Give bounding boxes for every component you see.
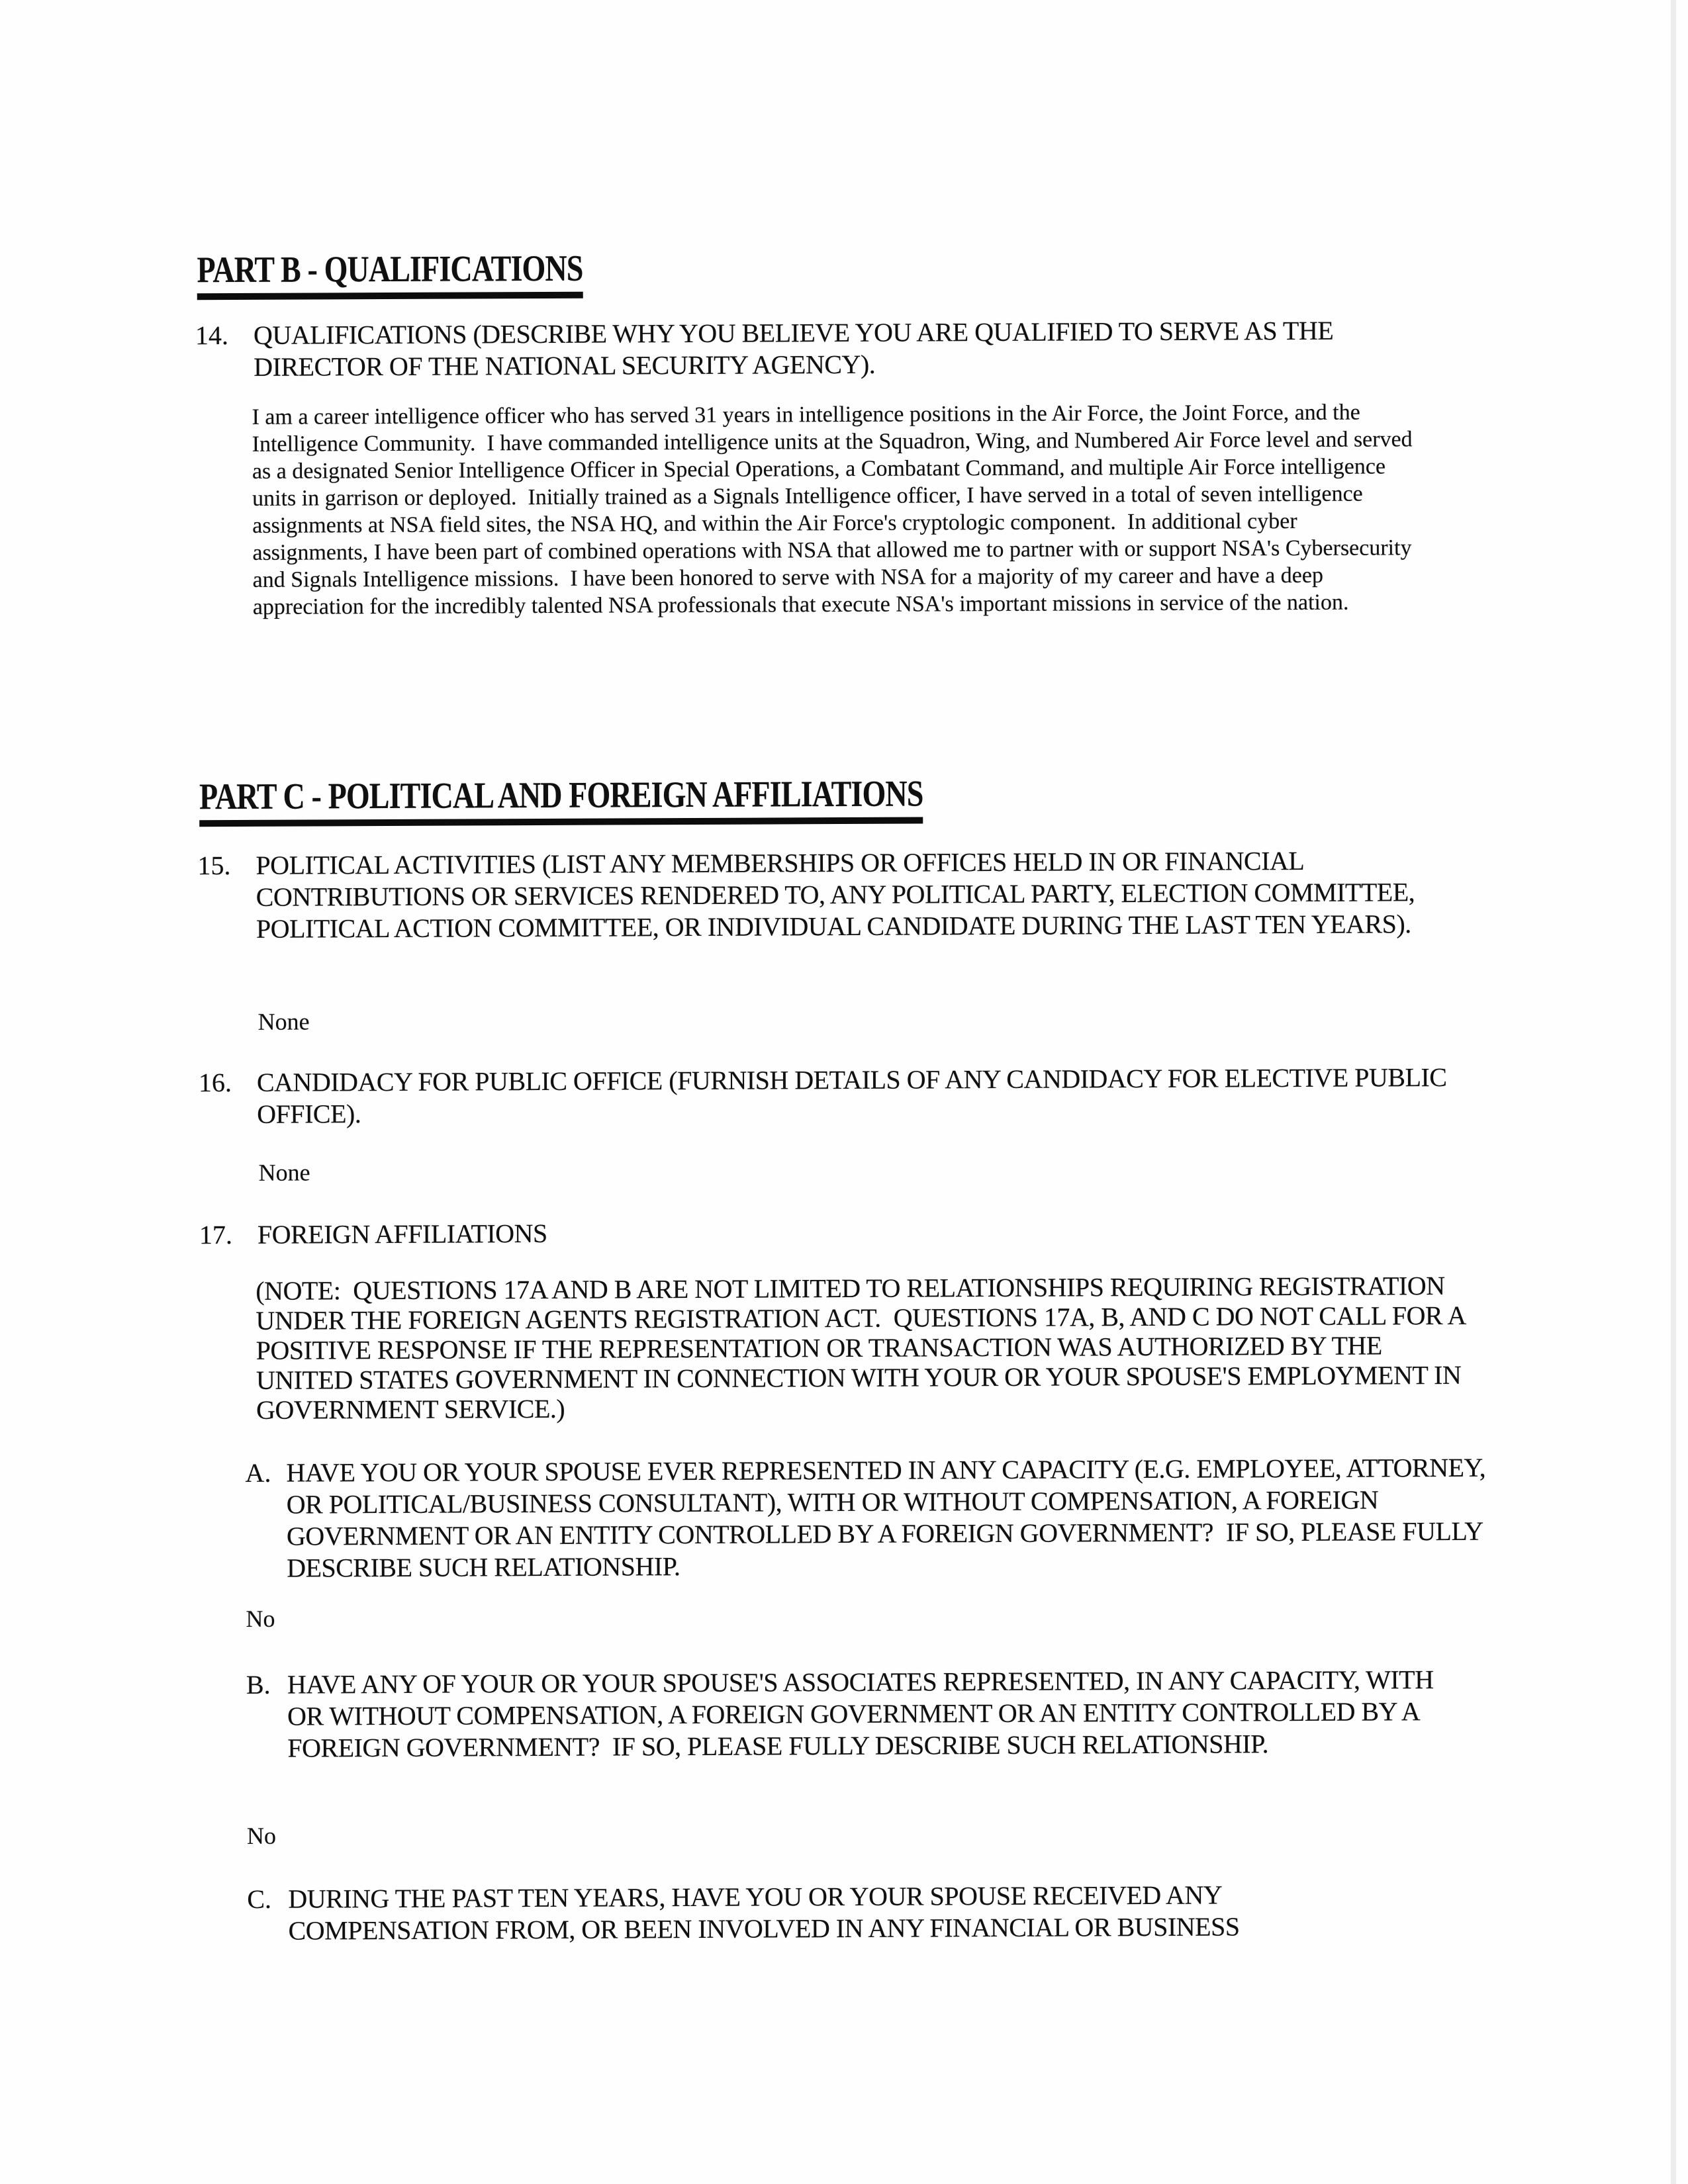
question-16 [199, 1062, 1468, 1130]
question-16-answer: None [258, 1159, 310, 1186]
question-17 [199, 1218, 547, 1251]
question-14-number: 14. [195, 320, 229, 351]
question-15 [197, 844, 1468, 945]
question-17a-letter: A. [245, 1457, 271, 1488]
question-15-text: POLITICAL ACTIVITIES (LIST ANY MEMBERSHIPS OR OFFICES HELD IN OR FINANCIAL CONTRIBUTIONS OR SERVICES RENDERED TO, ANY POLITICAL PARTY, ELECTION COMMITTEE, POLITICAL ACTION COMMITTEE, OR INDIVIDUAL CANDIDATE DURING THE LAST TEN YEARS). [256, 845, 1421, 944]
question-15-answer: None [258, 1008, 310, 1035]
question-17b-text: HAVE ANY OF YOUR OR YOUR SPOUSE'S ASSOCIATES REPRESENTED, IN ANY CAPACITY, WITH OR WITHOUT COMPENSATION, A FOREIGN GOVERNMENT OR AN ENTITY CONTROLLED BY A FOREIGN GOVERNMENT? IF SO, PLEASE FULLY DESCRIBE SUCH RELATIONSHIP. [287, 1664, 1440, 1763]
question-17-text: FOREIGN AFFILIATIONS [257, 1218, 547, 1250]
question-17b [246, 1664, 1473, 1764]
scanner-edge-artifact [1671, 0, 1676, 2184]
question-17-note: (NOTE: QUESTIONS 17A AND B ARE NOT LIMITED TO RELATIONSHIPS REQUIRING REGISTRATION UNDER THE FOREIGN AGENTS REGISTRATION ACT. QUESTIONS 17A, B, AND C DO NOT CALL FOR A POSITIVE RESPONSE IF THE REPRESENTATION OR TRANSACTION WAS AUTHORIZED BY THE UNITED STATES GOVERNMENT IN CONNECTION WITH YOUR OR YOUR SPOUSE'S EMPLOYMENT IN GOVERNMENT SERVICE.) [256, 1271, 1472, 1425]
question-15-number: 15. [197, 850, 231, 881]
question-17c [247, 1879, 1347, 1947]
question-17c-letter: C. [247, 1884, 272, 1914]
question-17b-letter: B. [246, 1669, 271, 1700]
question-17a-answer: No [246, 1605, 275, 1632]
part-c-heading: PART C - POLITICAL AND FOREIGN AFFILIATIONS [199, 772, 923, 827]
question-17a [245, 1452, 1491, 1584]
question-14-text: QUALIFICATIONS (DESCRIBE WHY YOU BELIEVE YOU ARE QUALIFIED TO SERVE AS THE DIRECTOR OF THE NATIONAL SECURITY AGENCY). [253, 315, 1340, 382]
question-14 [195, 314, 1465, 383]
part-b-heading: PART B - QUALIFICATIONS [197, 248, 583, 300]
question-14-answer: I am a career intelligence officer who has served 31 years in intelligence positions in the Air Force, the Joint Force, and the Intelligence Community. I have commanded intelligence units at the Squadron, Wing, and Numbered Air Force level and served as a designated Senior Intelligence Officer in Special Operations, a Combatant Command, and multiple Air Force intelligence units in garrison or deployed. Initially trained as a Signals Intelligence officer, I have served in a total of seven intelligence assignments at NSA field sites, the NSA HQ, and within the Air Force's cryptologic component. In additional cyber assignments, I have been part of combined operations with NSA that allowed me to partner with or support NSA's Cybersecurity and Signals Intelligence missions. I have been honored to serve with NSA for a majority of my career and have a deep appreciation for the incredibly talented NSA professionals that execute NSA's important missions in service of the nation. [252, 400, 1419, 619]
question-16-number: 16. [198, 1068, 232, 1098]
question-17c-text: DURING THE PAST TEN YEARS, HAVE YOU OR YOUR SPOUSE RECEIVED ANY COMPENSATION FROM, OR BEEN INVOLVED IN ANY FINANCIAL OR BUSINESS [288, 1880, 1240, 1946]
question-17-number: 17. [199, 1220, 233, 1250]
question-17b-answer: No [246, 1822, 276, 1849]
question-17a-text: HAVE YOU OR YOUR SPOUSE EVER REPRESENTED IN ANY CAPACITY (E.G. EMPLOYEE, ATTORNEY, OR POLITICAL/BUSINESS CONSULTANT), WITH OR WITHOUT COMPENSATION, A FOREIGN GOVERNMENT OR AN ENTITY CONTROLLED BY A FOREIGN GOVERNMENT? IF SO, PLEASE FULLY DESCRIBE SUCH RELATIONSHIP. [286, 1452, 1492, 1583]
question-16-text: CANDIDACY FOR PUBLIC OFFICE (FURNISH DETAILS OF ANY CANDIDACY FOR ELECTIVE PUBLIC OFFICE). [256, 1062, 1454, 1129]
